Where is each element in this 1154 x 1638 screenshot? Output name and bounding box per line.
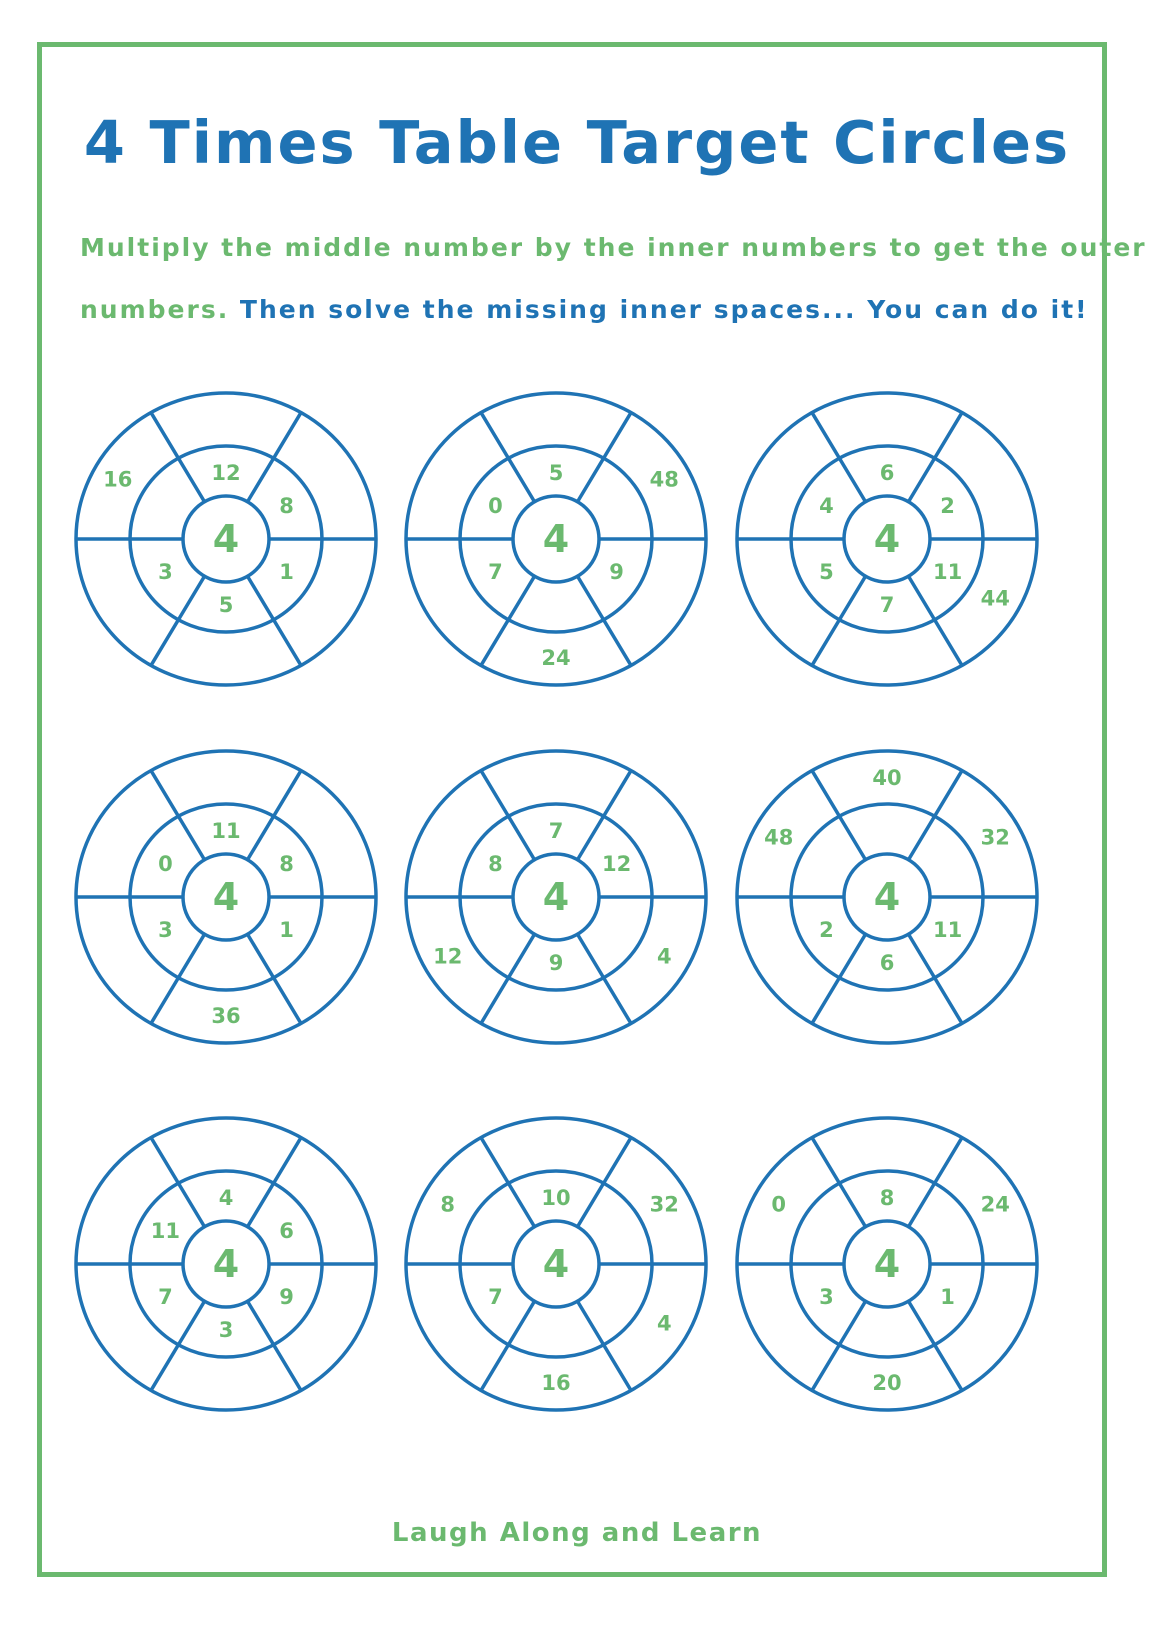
inner-number: 6: [879, 951, 895, 975]
divider-line: [151, 934, 205, 1023]
instructions-line-2-blue: Then solve the missing inner spaces... You can do it!: [239, 295, 1089, 324]
outer-number: 8: [440, 1192, 456, 1217]
center-number: 4: [873, 1242, 901, 1286]
inner-number: 2: [819, 918, 834, 942]
outer-number: 4: [656, 1311, 672, 1336]
outer-number: 32: [649, 1192, 679, 1217]
center-number: 4: [542, 875, 570, 919]
outer-number: 16: [541, 1371, 571, 1395]
divider-line: [151, 771, 205, 860]
inner-number: 8: [279, 494, 294, 518]
divider-line: [812, 934, 866, 1023]
outer-number: 36: [211, 1004, 241, 1028]
inner-number: 6: [879, 461, 895, 485]
divider-line: [578, 771, 632, 860]
inner-number: 3: [218, 1318, 234, 1342]
divider-line: [481, 1138, 535, 1227]
inner-number: 5: [218, 593, 234, 617]
outer-number: 48: [649, 467, 679, 492]
center-number: 4: [212, 1242, 240, 1286]
divider-line: [812, 576, 866, 665]
inner-number: 3: [158, 918, 173, 942]
divider-line: [909, 413, 963, 502]
inner-number: 10: [541, 1186, 571, 1210]
inner-number: 5: [819, 560, 834, 584]
target-circle: [76, 751, 376, 1043]
instructions-line-1: Multiply the middle number by the inner numbers to get the outer: [80, 233, 1147, 262]
inner-number: 12: [602, 852, 632, 876]
divider-line: [248, 1138, 302, 1227]
divider-line: [481, 934, 535, 1023]
center-number: 4: [873, 875, 901, 919]
outer-number: 24: [541, 646, 571, 670]
inner-number: 11: [211, 819, 241, 843]
inner-number: 7: [879, 593, 895, 617]
divider-line: [481, 771, 535, 860]
outer-number: 40: [872, 766, 902, 790]
instructions-line-2-green: numbers.: [80, 295, 230, 324]
outer-number: 44: [980, 586, 1010, 611]
divider-line: [248, 1301, 302, 1390]
divider-line: [151, 1138, 205, 1227]
outer-number: 4: [656, 944, 672, 969]
divider-line: [151, 1301, 205, 1390]
outer-number: 24: [980, 1192, 1010, 1217]
inner-number: 5: [548, 461, 564, 485]
divider-line: [248, 413, 302, 502]
target-circle: [737, 1118, 1037, 1410]
inner-number: 8: [488, 852, 503, 876]
divider-line: [151, 576, 205, 665]
inner-number: 0: [488, 494, 503, 518]
outer-number: 20: [872, 1371, 902, 1395]
page-title: 4 Times Table Target Circles: [83, 108, 1071, 177]
inner-number: 7: [488, 1285, 503, 1309]
divider-line: [812, 1301, 866, 1390]
divider-line: [578, 1138, 632, 1227]
divider-line: [578, 413, 632, 502]
inner-number: 11: [933, 560, 963, 584]
inner-number: 9: [548, 951, 564, 975]
target-circle: [737, 393, 1037, 685]
divider-line: [909, 934, 963, 1023]
target-circle: [737, 751, 1037, 1043]
center-number: 4: [873, 517, 901, 561]
divider-line: [248, 934, 302, 1023]
divider-line: [909, 771, 963, 860]
inner-number: 4: [819, 494, 834, 518]
divider-line: [909, 1301, 963, 1390]
inner-number: 9: [609, 560, 624, 584]
target-circle: [406, 393, 706, 685]
divider-line: [481, 413, 535, 502]
target-circle: [406, 1118, 706, 1410]
divider-line: [248, 771, 302, 860]
inner-number: 1: [279, 560, 294, 584]
inner-number: 0: [158, 852, 173, 876]
divider-line: [812, 1138, 866, 1227]
outer-number: 16: [103, 467, 133, 492]
center-number: 4: [542, 517, 570, 561]
inner-number: 3: [819, 1285, 834, 1309]
inner-number: 2: [940, 494, 955, 518]
divider-line: [812, 771, 866, 860]
divider-line: [578, 934, 632, 1023]
inner-number: 1: [279, 918, 294, 942]
inner-number: 7: [158, 1285, 173, 1309]
inner-number: 4: [218, 1186, 234, 1210]
inner-number: 7: [488, 560, 503, 584]
inner-number: 8: [279, 852, 294, 876]
outer-number: 0: [771, 1192, 787, 1217]
inner-number: 6: [279, 1219, 294, 1243]
target-circle: [76, 1118, 376, 1410]
target-circle: [406, 751, 706, 1043]
divider-line: [909, 576, 963, 665]
divider-line: [909, 1138, 963, 1227]
inner-number: 9: [279, 1285, 294, 1309]
inner-number: 12: [211, 461, 241, 485]
inner-number: 3: [158, 560, 173, 584]
outer-number: 48: [764, 825, 794, 850]
outer-number: 12: [433, 944, 463, 969]
inner-number: 11: [150, 1219, 180, 1243]
divider-line: [578, 1301, 632, 1390]
center-number: 4: [542, 1242, 570, 1286]
outer-number: 32: [980, 825, 1010, 850]
center-number: 4: [212, 517, 240, 561]
inner-number: 1: [940, 1285, 955, 1309]
divider-line: [248, 576, 302, 665]
inner-number: 11: [933, 918, 963, 942]
divider-line: [578, 576, 632, 665]
footer-brand: Laugh Along and Learn: [391, 1518, 763, 1548]
divider-line: [481, 1301, 535, 1390]
inner-number: 8: [879, 1186, 895, 1210]
inner-number: 7: [548, 819, 564, 843]
divider-line: [481, 576, 535, 665]
divider-line: [151, 413, 205, 502]
center-number: 4: [212, 875, 240, 919]
divider-line: [812, 413, 866, 502]
target-circle: [76, 393, 376, 685]
